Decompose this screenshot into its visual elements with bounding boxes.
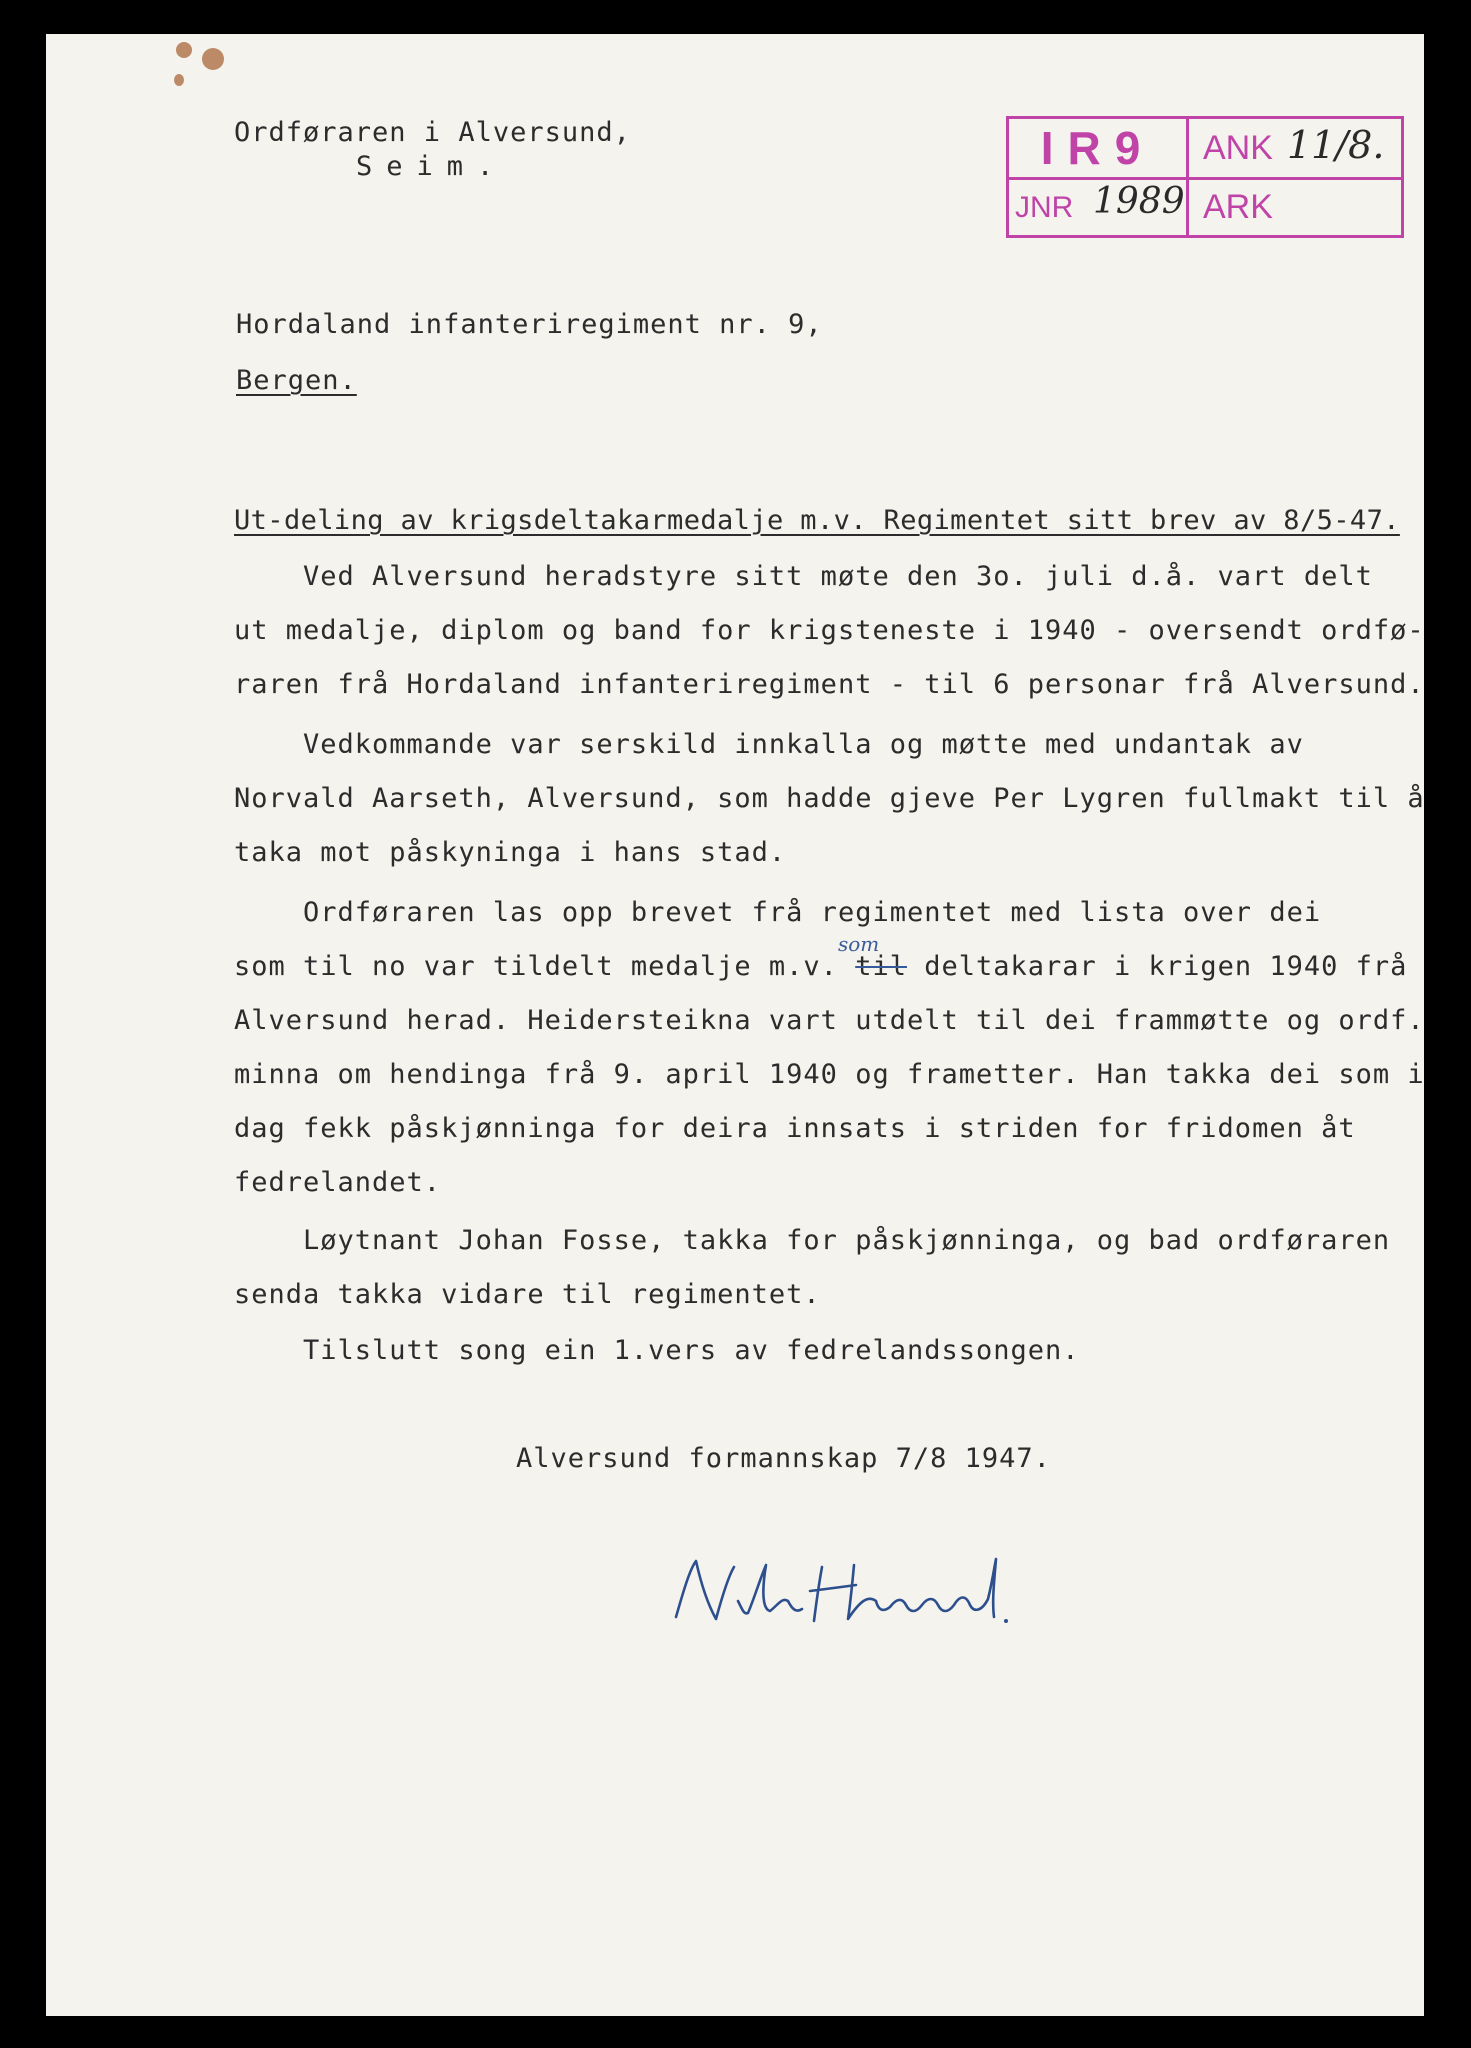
body-line-with-correction [234, 950, 1407, 984]
sender-line-2: Seim. [356, 151, 508, 182]
body-line: Norvald Aarseth, Alversund, som hadde gjeve Per Lygren fullmakt til å [234, 783, 1425, 814]
body-line: Tilslutt song ein 1.vers av fedrelandssongen. [234, 1335, 1080, 1366]
rust-stain [176, 42, 192, 58]
body-text: deltakarar i krigen 1940 frå [906, 951, 1408, 982]
body-line: ut medalje, diplom og band for krigsteneste i 1940 - oversendt ordfø- [234, 615, 1425, 646]
stamp-ank-date: 11/8. [1287, 123, 1385, 167]
body-line: minna om hendinga frå 9. april 1940 og frametter. Han takka dei som i [234, 1059, 1425, 1090]
body-line: dag fekk påskjønninga for deira innsats i striden for fridomen åt [234, 1113, 1356, 1144]
body-line: Ordføraren las opp brevet frå regimentet med lista over dei [234, 897, 1322, 928]
body-line: Ved Alversund heradstyre sitt møte den 3o. juli d.å. vart delt [234, 561, 1373, 592]
body-line: taka mot påskyninga i hans stad. [234, 837, 787, 868]
stamp-ank-label: ANK [1189, 119, 1401, 180]
closing-line: Alversund formannskap 7/8 1947. [516, 1443, 1051, 1474]
struck-word: til [855, 951, 907, 982]
body-line: Vedkommande var serskild innkalla og møtte med undantak av [234, 729, 1304, 760]
stamp-unit: IR9 [1009, 119, 1189, 180]
body-line: Alversund herad. Heidersteikna vart utdelt til dei frammøtte og ordf. [234, 1005, 1425, 1036]
handwritten-insert: som [838, 932, 880, 956]
recipient-line-2: Bergen. [236, 365, 357, 396]
registration-stamp [1006, 116, 1404, 238]
body-line: fedrelandet. [234, 1167, 442, 1198]
signature [656, 1539, 1036, 1649]
body-text: som til no var tildelt medalje m.v. [234, 951, 856, 982]
stamp-ark-label: ARK [1203, 188, 1273, 226]
body-line: Løytnant Johan Fosse, takka for påskjønninga, og bad ordføraren [234, 1225, 1391, 1256]
document-page [46, 34, 1424, 2016]
subject-line: Ut-deling av krigsdeltakarmedalje m.v. Regimentet sitt brev av 8/5-47. [234, 505, 1400, 536]
sender-line-1: Ordføraren i Alversund, [234, 117, 631, 148]
stamp-jnr-number: 1989 [1093, 181, 1185, 222]
recipient-line-1: Hordaland infanteriregiment nr. 9, [236, 309, 823, 340]
rust-stain [174, 74, 184, 86]
rust-stain [202, 48, 224, 70]
body-line: senda takka vidare til regimentet. [234, 1279, 821, 1310]
stamp-jnr-label: JNR [1009, 180, 1189, 235]
body-line: raren frå Hordaland infanteriregiment - til 6 personar frå Alversund. [234, 669, 1425, 700]
